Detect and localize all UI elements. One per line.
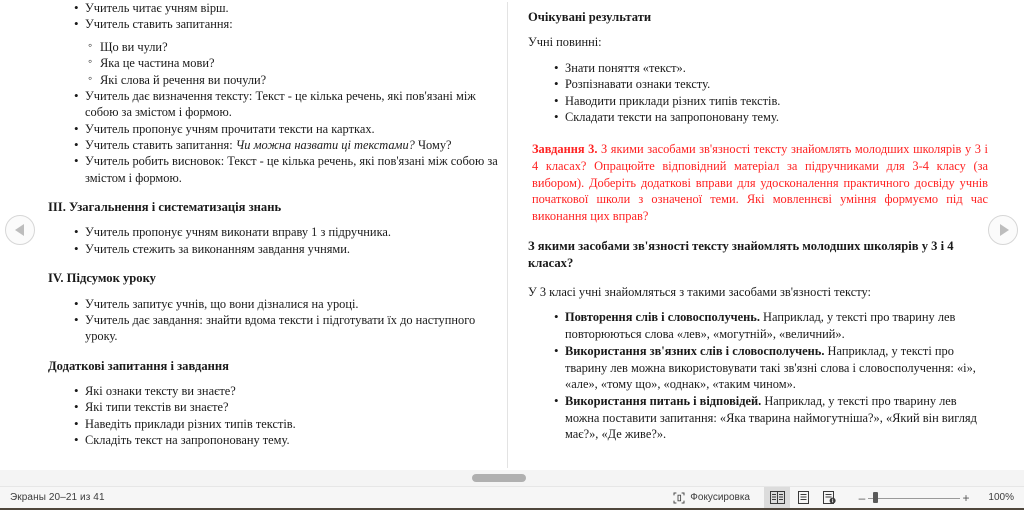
list-item-lead: Використання питань і відповідей. <box>565 394 762 409</box>
bullet-text-prefix: Учитель ставить запитання: <box>85 138 236 152</box>
list-item: • Учитель читає учням вірш. <box>74 0 508 16</box>
list-item-lead: Повторення слів і словосполучень. <box>565 310 760 325</box>
list-item <box>554 309 988 342</box>
list-item: • Які типи текстів ви знаєте? <box>74 399 508 415</box>
zoom-in-button[interactable]: + <box>962 490 970 505</box>
chevron-right-icon <box>1000 224 1009 236</box>
list-item: • Які ознаки тексту ви знаєте? <box>74 383 508 399</box>
extra-questions-bullets <box>48 383 508 449</box>
list-item-rest: Наприклад, у тексті про тварину лев можна використовувати такі зв'язні слова і словосполучення: «і», «але», «тому що», «однак», «таким чином». <box>565 344 976 391</box>
list-item: ◦ Яка це частина мови? <box>88 55 508 71</box>
section-heading-iv: IV. Підсумок уроку <box>48 271 156 286</box>
lesson-bullets-bottom <box>48 88 508 186</box>
two-page-view-button[interactable] <box>764 487 790 509</box>
list-item: ◦ Які слова й речення ви почули? <box>88 72 508 88</box>
zoom-out-button[interactable]: – <box>858 490 866 505</box>
list-item: • Знати поняття «текст». <box>554 60 988 76</box>
book-spread-icon <box>770 491 785 504</box>
page-info-view-button[interactable] <box>816 487 842 509</box>
expected-results-intro: Учні повинні: <box>528 35 602 50</box>
next-page-button[interactable] <box>988 215 1018 245</box>
task-3-label: Завдання 3. <box>532 142 598 157</box>
zoom-control <box>856 491 1014 505</box>
page-indicator: Экраны 20–21 из 41 <box>10 492 105 503</box>
list-item: • Учитель пропонує учням виконати вправу 1 з підручника. <box>74 224 508 240</box>
zoom-slider-thumb[interactable] <box>873 492 878 503</box>
extra-questions-heading: Додаткові запитання і завдання <box>48 358 229 373</box>
list-item <box>554 393 988 442</box>
expected-results-bullets <box>528 60 988 126</box>
task-3-paragraph <box>528 141 988 224</box>
list-item: • Учитель дає визначення тексту: Текст - це кілька речень, які пов'язані між собою за змістом і формою. <box>74 88 508 121</box>
single-page-view-button[interactable] <box>790 487 816 509</box>
task-3-text: З якими засобами зв'язності тексту знайомлять молодших школярів у 3 і 4 класах? Опрацюйте відповідний матеріал за підручниками для 3-4 класу (за вибором). Доберіть додаткові вправи для удосконалення практичного досвіду учнів початкової школи з означеної теми. Які мовленнєві уміння формуємо під час виконання цих вправ? <box>532 142 988 223</box>
list-item <box>74 137 508 153</box>
status-bar-tools <box>665 487 1024 509</box>
previous-page-button[interactable] <box>5 215 35 245</box>
horizontal-scrollbar-thumb[interactable] <box>472 474 526 482</box>
list-item: • Наводити приклади різних типів текстів. <box>554 93 988 109</box>
single-page-icon <box>798 491 809 504</box>
bullet-text-italic: Чи можна назвати ці текстами? <box>235 138 415 152</box>
zoom-level-label: 100% <box>988 492 1014 503</box>
view-mode-group <box>764 487 842 509</box>
list-item: • Складати тексти на запропоновану тему. <box>554 109 988 125</box>
list-item: • Учитель дає завдання: знайти вдома тексти і підготувати їх до наступного уроку. <box>74 312 508 345</box>
section-iv-bullets <box>48 296 508 345</box>
list-item: ◦ Що ви чули? <box>88 39 508 55</box>
question-heading: З якими засобами зв'язності тексту знайомлять молодших школярів у 3 і 4 класах? <box>528 239 954 271</box>
status-bar <box>0 486 1024 508</box>
focus-mode-button[interactable] <box>665 487 758 509</box>
answer-intro: У 3 класі учні знайомляться з такими засобами зв'язності тексту: <box>528 284 871 299</box>
section-heading-iii: III. Узагальнення і систематизація знань <box>48 200 282 215</box>
list-item: • Учитель запитує учнів, що вони дізналися на уроці. <box>74 296 508 312</box>
list-item: • Учитель ставить запитання: <box>74 16 508 32</box>
list-item: • Складіть текст на запропоновану тему. <box>74 432 508 448</box>
section-iii-bullets <box>48 224 508 257</box>
sub-question-list <box>48 39 508 88</box>
horizontal-scrollbar[interactable] <box>0 470 1024 486</box>
focus-icon <box>673 492 685 504</box>
expected-results-heading: Очікувані результати <box>528 10 652 24</box>
list-item-lead: Використання зв'язних слів і словосполучень. <box>565 344 825 359</box>
zoom-slider[interactable] <box>868 492 960 504</box>
list-item-rest: Наприклад, у тексті про тварину лев повторюються слова «лев», «могутній», «величний». <box>565 310 956 341</box>
list-item <box>554 343 988 392</box>
bullet-text-suffix: Чому? <box>414 138 452 152</box>
list-item: • Учитель робить висновок: Текст - це кілька речень, які пов'язані між собою за змістом і формою. <box>74 153 508 186</box>
list-item: • Розпізнавати ознаки тексту. <box>554 76 988 92</box>
focus-mode-label: Фокусировка <box>690 492 750 503</box>
list-item: • Учитель стежить за виконанням завдання учнями. <box>74 241 508 257</box>
list-item: • Наведіть приклади різних типів текстів. <box>74 416 508 432</box>
list-item-rest: Наприклад, у тексті про тварину лев можна поставити запитання: «Яка тварина наймогутніша?», «Який він вигляд має?», «Де живе?». <box>565 394 977 441</box>
lesson-bullets-top <box>48 0 508 33</box>
chevron-left-icon <box>15 224 24 236</box>
right-page <box>528 0 988 448</box>
left-page <box>48 0 508 455</box>
page-badge-icon <box>823 491 836 504</box>
cohesion-means-list <box>528 309 988 442</box>
list-item: • Учитель пропонує учням прочитати тексти на картках. <box>74 121 508 137</box>
